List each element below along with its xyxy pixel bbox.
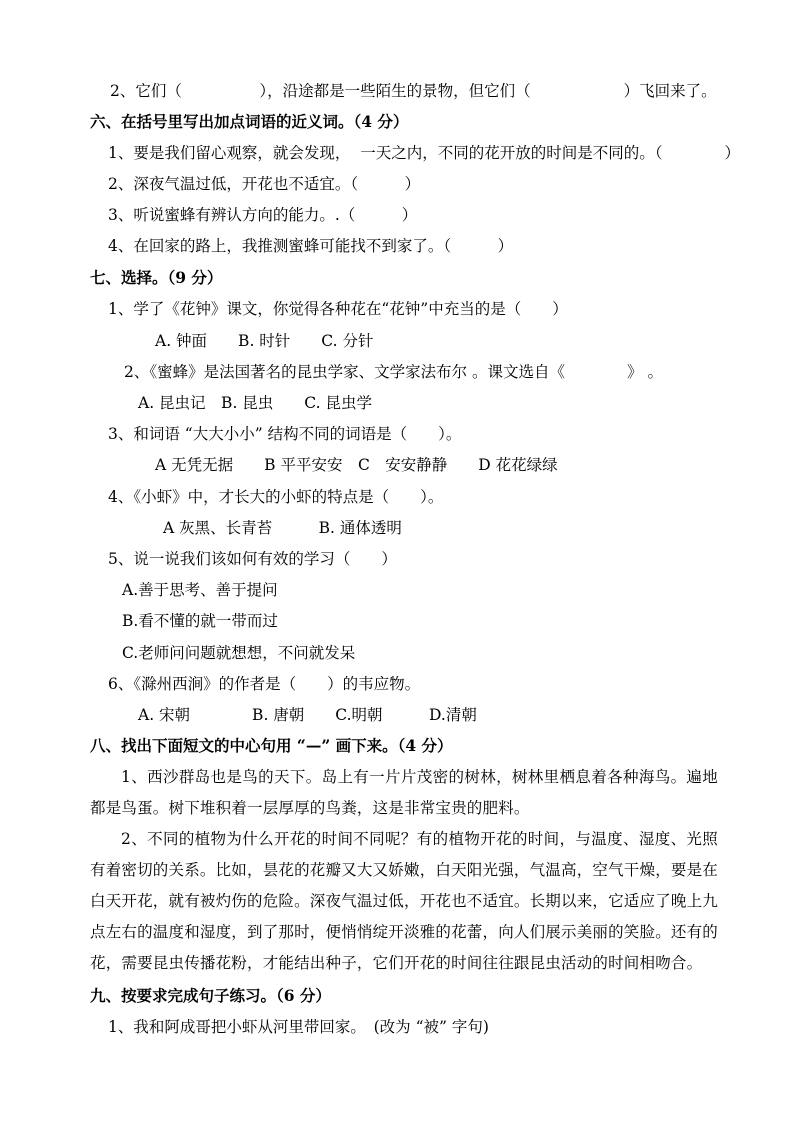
s7-question-6: 6、《滁州西涧》的作者是（ ）的韦应物。 [108,675,421,693]
s7-question-3: 3、和词语 “大大小小” 结构不同的词语是（ ）。 [108,425,462,443]
s6-question-3: 3、听说蜜蜂有辨认方向的能力。.（ ） [108,206,418,224]
s6-heading: 六、在括号里写出加点词语的近义词。（4 分） [90,112,409,131]
s7-heading: 七、选择。（9 分） [90,268,223,287]
s7-question-1: 1、学了《花钟》课文，你觉得各种花在“花钟”中充当的是（ ） [108,300,568,318]
s6-question-1: 1、要是我们留心观察，就会发现， 一天之内，不同的花开放的时间是不同的。（ ） [108,144,740,162]
s8-passage-1: 1、西沙群岛也是鸟的天下。岛上有一片片茂密的树林，树林里栖息着各种海鸟。遍地都是鸟蛋。树下堆积着一层厚厚的鸟粪，这是非常宝贵的肥料。 [90,768,718,817]
s7-question-6-options: A. 宋朝 B. 唐朝 C.明朝 D.清朝 [138,706,477,724]
s5-question-2: 2、它们（ ），沿途都是一些陌生的景物，但它们（ ）飞回来了。 [110,82,717,100]
s8-heading: 八、找出下面短文的中心句用 “—” 画下来。（4 分） [90,736,453,755]
s7-question-3-options: A 无凭无据 B 平平安安 C 安安静静 D 花花绿绿 [155,456,558,474]
s8-passage-2: 2、不同的植物为什么开花的时间不同呢？有的植物开花的时间，与温度、湿度、光照有着密切的关系。比如，昙花的花瓣又大又娇嫩，白天阳光强，气温高，空气干燥，要是在白天开花，就有被灼伤的危险。深夜气温过低，开花也不适宜。长期以来，它适应了晚上九点左右的温度和湿度，到了那时，便悄悄绽开淡雅的花蕾，向人们展示美丽的笑脸。还有的花，需要昆虫传播花粉，才能结出种子，它们开花的时间往往跟昆虫活动的时间相吻合。 [90,830,719,972]
s9-question-1: 1、我和阿成哥把小虾从河里带回家。 (改为 “被” 字句) [108,1018,489,1036]
s6-question-4: 4、在回家的路上，我推测蜜蜂可能找不到家了。（ ） [108,237,514,255]
s9-heading: 九、按要求完成句子练习。（6 分） [90,986,331,1005]
s7-question-2: 2、《蜜蜂》是法国著名的昆虫学家、文学家法布尔 。课文选自《 》 。 [124,363,663,381]
s7-question-5: 5、说一说我们该如何有效的学习（ ） [108,550,397,568]
s7-question-4-options: A 灰黑、长青苔 B. 通体透明 [163,519,402,537]
s7-question-4: 4、《小虾》中，才长大的小虾的特点是（ ）。 [108,488,444,506]
s7-question-2-options: A. 昆虫记 B. 昆虫 C. 昆虫学 [138,394,372,412]
s7-question-5-option-b: B.看不懂的就一带而过 [122,612,278,630]
s7-question-5-option-c: C.老师问问题就想想，不问就发呆 [122,644,356,662]
s7-question-1-options: A. 钟面 B. 时针 C. 分针 [155,332,374,350]
s6-question-2: 2、深夜气温过低，开花也不适宜。（ ） [108,175,421,193]
s7-question-5-option-a: A.善于思考、善于提问 [122,581,278,599]
